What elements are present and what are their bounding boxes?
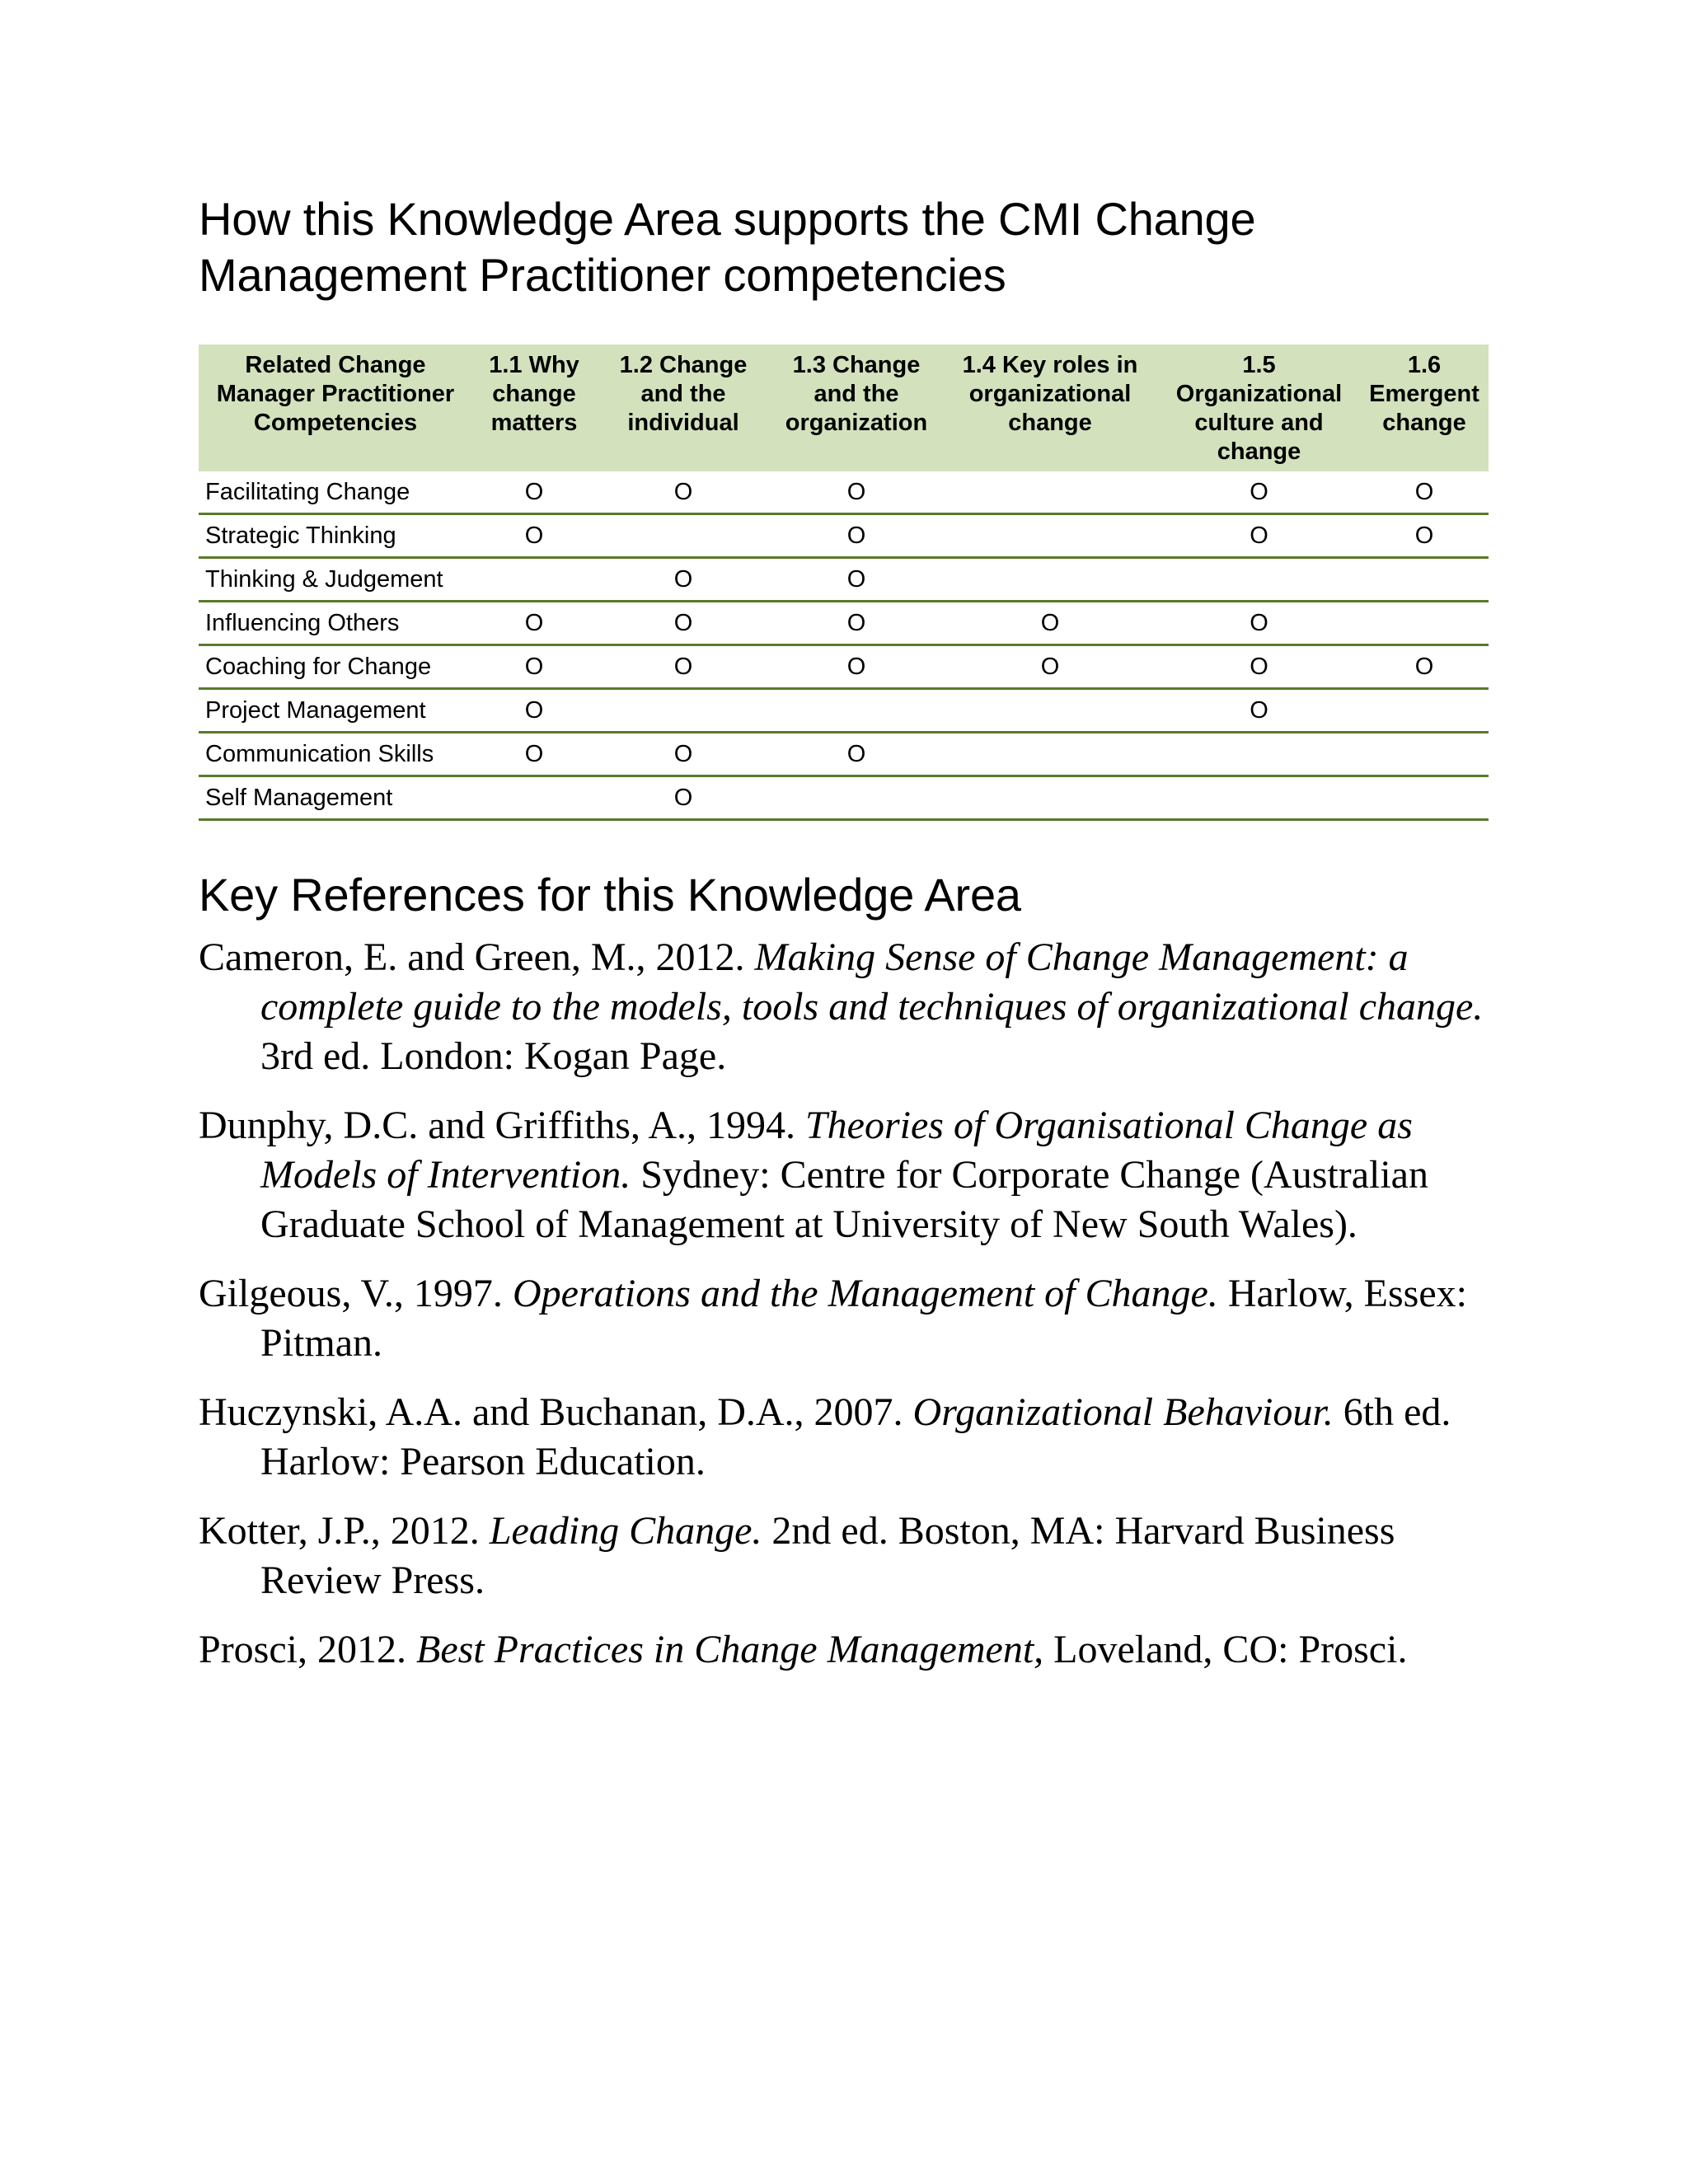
table-cell: O (596, 645, 771, 689)
row-label: Coaching for Change (199, 645, 472, 689)
table-cell (596, 514, 771, 558)
table-cell: O (1360, 645, 1489, 689)
row-label: Facilitating Change (199, 471, 472, 514)
competencies-heading: How this Knowledge Area supports the CMI Change Management Practitioner competencies (199, 193, 1256, 301)
reference-publisher: Loveland, CO: Prosci. (1043, 1628, 1408, 1671)
table-cell: O (596, 602, 771, 645)
table-cell (1360, 689, 1489, 733)
table-cell: O (1360, 514, 1489, 558)
table-cell: O (472, 645, 596, 689)
table-cell: O (771, 471, 942, 514)
reference-item (199, 1269, 1489, 1368)
header-cell: 1.1 Why change matters (472, 344, 596, 471)
reference-authors: Cameron, E. and Green, M., 2012. (199, 935, 755, 979)
table-cell: O (596, 558, 771, 602)
table-row (199, 733, 1489, 776)
table-row (199, 514, 1489, 558)
table-cell (1360, 558, 1489, 602)
table-cell: O (1360, 471, 1489, 514)
table-cell (942, 514, 1158, 558)
header-cell: Related Change Manager Practitioner Competencies (199, 344, 472, 471)
table-cell (1158, 776, 1360, 820)
table-cell: O (942, 645, 1158, 689)
document-page (199, 191, 1489, 1694)
reference-item (199, 1507, 1489, 1605)
table-cell (1158, 558, 1360, 602)
table-cell (942, 471, 1158, 514)
table-cell: O (1158, 602, 1360, 645)
table-cell: O (596, 776, 771, 820)
reference-authors: Prosci, 2012. (199, 1628, 416, 1671)
reference-title: Organizational Behaviour. (912, 1390, 1334, 1434)
reference-authors: Huczynski, A.A. and Buchanan, D.A., 2007. (199, 1390, 913, 1434)
table-row (199, 689, 1489, 733)
table-cell (771, 776, 942, 820)
reference-item (199, 1101, 1489, 1249)
table-cell: O (1158, 689, 1360, 733)
table-cell: O (771, 602, 942, 645)
table-cell: O (771, 645, 942, 689)
reference-publisher: Sydney: Centre for Corporate Change (Australian Graduate School of Management at University of New South Wales). (260, 1153, 1428, 1246)
reference-publisher: 2nd ed. Boston, MA: Harvard Business Review Press. (260, 1509, 1395, 1602)
table-cell (942, 689, 1158, 733)
reference-title: Making Sense of Change Management: a complete guide to the models, tools and techniques of organizational change. (260, 935, 1484, 1029)
table-cell (942, 733, 1158, 776)
table-cell (942, 776, 1158, 820)
table-cell (596, 689, 771, 733)
table-cell: O (596, 471, 771, 514)
table-cell (472, 776, 596, 820)
header-cell: 1.5 Organizational culture and change (1158, 344, 1360, 471)
header-cell: 1.2 Change and the individual (596, 344, 771, 471)
reference-title: Leading Change. (489, 1509, 762, 1553)
table-cell: O (771, 514, 942, 558)
table-cell (1360, 733, 1489, 776)
competency-table (199, 344, 1489, 821)
row-label: Project Management (199, 689, 472, 733)
table-cell: O (596, 733, 771, 776)
table-cell (1360, 602, 1489, 645)
references-heading: Key References for this Knowledge Area (199, 869, 1021, 921)
table-cell: O (942, 602, 1158, 645)
table-cell: O (472, 689, 596, 733)
table-row (199, 776, 1489, 820)
row-label: Strategic Thinking (199, 514, 472, 558)
reference-title: Operations and the Management of Change. (512, 1272, 1218, 1315)
table-cell (771, 689, 942, 733)
references-list (199, 933, 1489, 1675)
table-row (199, 602, 1489, 645)
row-label: Influencing Others (199, 602, 472, 645)
table-cell: O (1158, 645, 1360, 689)
row-label: Self Management (199, 776, 472, 820)
reference-authors: Kotter, J.P., 2012. (199, 1509, 490, 1553)
reference-item (199, 933, 1489, 1081)
table-cell: O (771, 558, 942, 602)
table-cell (942, 558, 1158, 602)
table-row (199, 471, 1489, 514)
table-header-row (199, 344, 1489, 471)
table-cell: O (472, 602, 596, 645)
header-cell: 1.3 Change and the organization (771, 344, 942, 471)
table-cell: O (472, 471, 596, 514)
reference-title: Theories of Organisational Change as Models of Intervention. (260, 1104, 1413, 1197)
table-row (199, 558, 1489, 602)
reference-publisher: 3rd ed. London: Kogan Page. (260, 1034, 727, 1078)
row-label: Thinking & Judgement (199, 558, 472, 602)
reference-publisher: 6th ed. Harlow: Pearson Education. (260, 1390, 1451, 1483)
header-cell: 1.4 Key roles in organizational change (942, 344, 1158, 471)
reference-item (199, 1625, 1489, 1675)
reference-authors: Gilgeous, V., 1997. (199, 1272, 513, 1315)
table-cell (472, 558, 596, 602)
table-cell: O (1158, 514, 1360, 558)
reference-publisher: Harlow, Essex: Pitman. (260, 1272, 1467, 1365)
table-cell: O (472, 733, 596, 776)
row-label: Communication Skills (199, 733, 472, 776)
reference-authors: Dunphy, D.C. and Griffiths, A., 1994. (199, 1104, 805, 1147)
header-cell: 1.6 Emergent change (1360, 344, 1489, 471)
table-cell (1360, 776, 1489, 820)
reference-title: Best Practices in Change Management, (416, 1628, 1044, 1671)
table-cell: O (1158, 471, 1360, 514)
table-row (199, 645, 1489, 689)
table-cell: O (472, 514, 596, 558)
table-cell: O (771, 733, 942, 776)
reference-item (199, 1388, 1489, 1487)
table-cell (1158, 733, 1360, 776)
